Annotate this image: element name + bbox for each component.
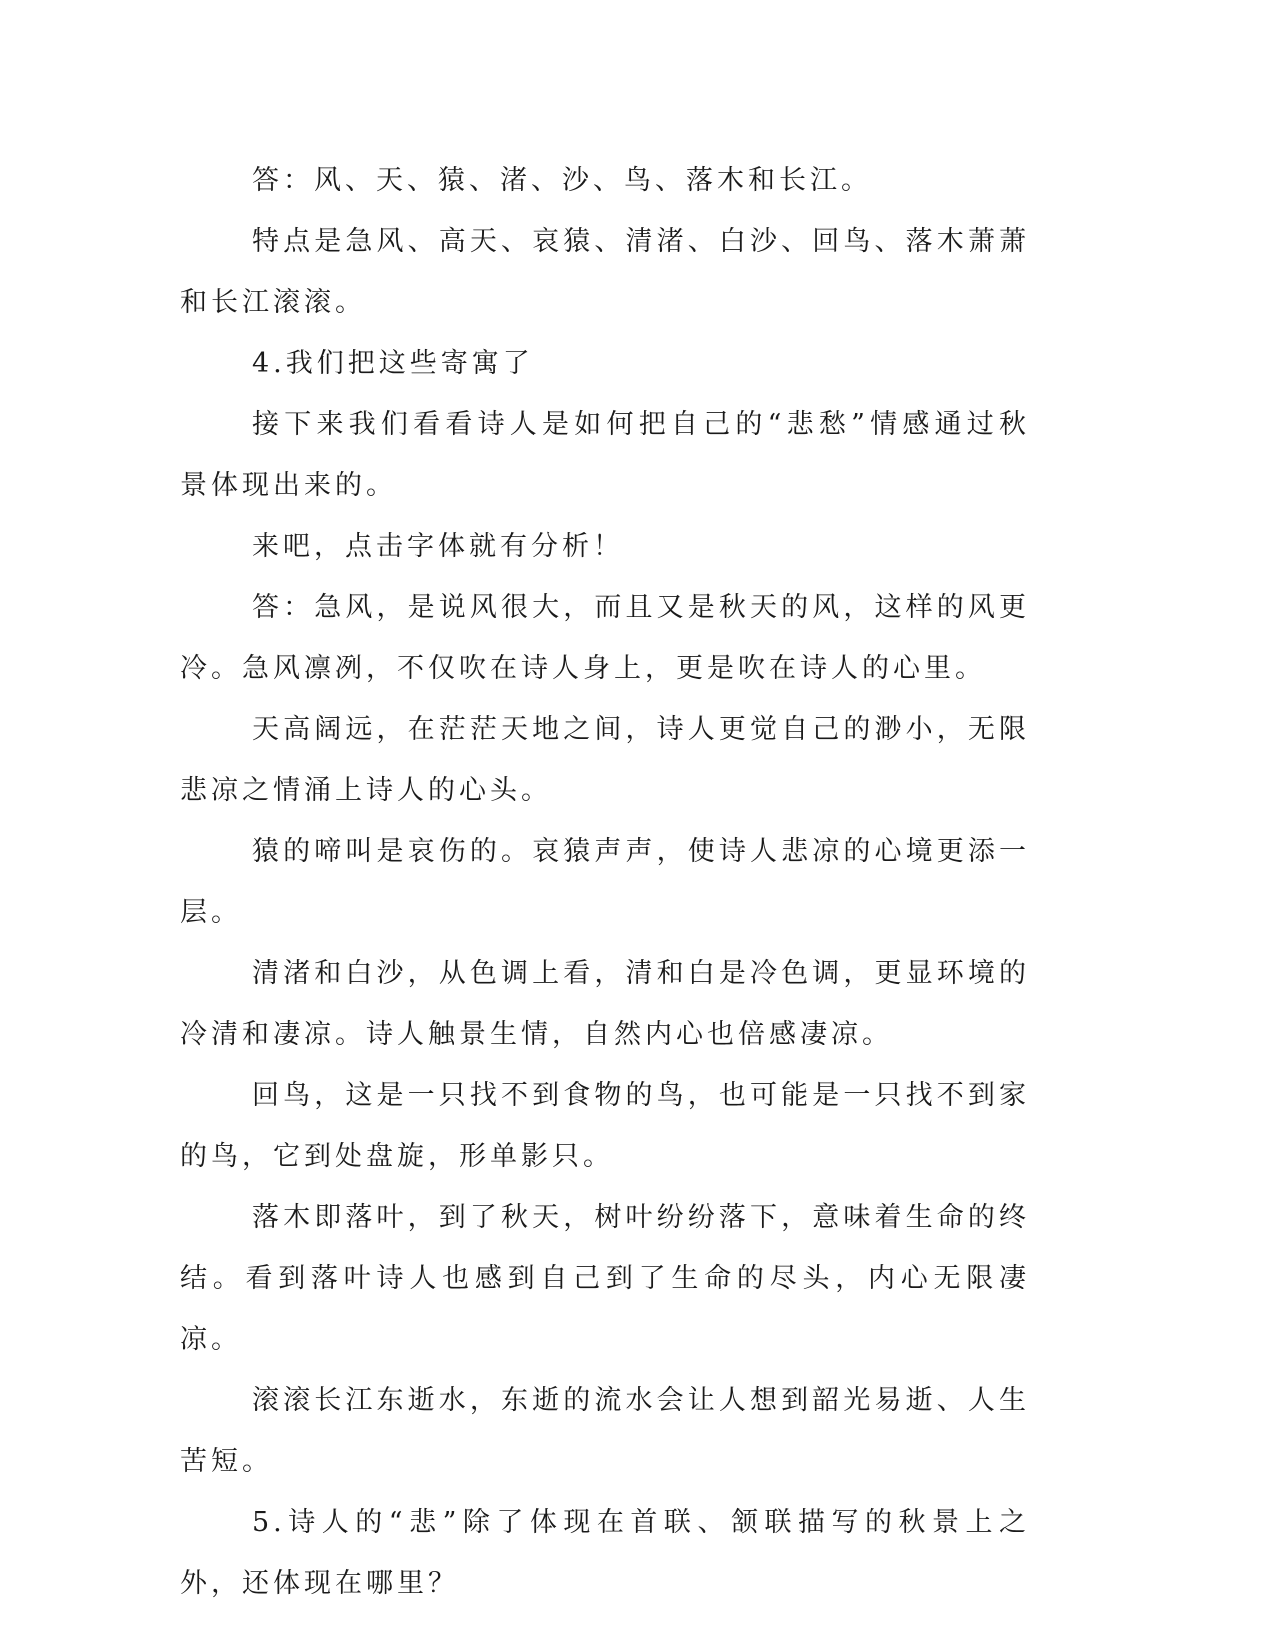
question-4: 4.我们把这些寄寓了 [252, 348, 534, 379]
analysis-sky: 天高阔远，在茫茫天地之间，诗人更觉自己的渺小，无限悲凉之情涌上诗人的心头。 [180, 714, 1030, 806]
analysis-falling-leaves: 落木即落叶，到了秋天，树叶纷纷落下，意味着生命的终结。看到落叶诗人也感到自己到了生命的尽头，内心无限凄凉。 [180, 1202, 1030, 1355]
click-prompt: 来吧，点击字体就有分析！ [252, 531, 624, 562]
analysis-bird: 回鸟，这是一只找不到食物的鸟，也可能是一只找不到家的鸟，它到处盘旋，形单影只。 [180, 1080, 1030, 1172]
document-page [180, 150, 1030, 1614]
scenery-features: 特点是急风、高天、哀猿、清渚、白沙、回鸟、落木萧萧和长江滚滚。 [180, 226, 1030, 318]
transition-text: 接下来我们看看诗人是如何把自己的“悲愁”情感通过秋景体现出来的。 [180, 409, 1030, 501]
question-5: 5.诗人的“悲”除了体现在首联、颔联描写的秋景上之外，还体现在哪里？ [180, 1507, 1030, 1599]
analysis-islet-sand: 清渚和白沙，从色调上看，清和白是冷色调，更显环境的冷清和凄凉。诗人触景生情，自然内心也倍感凄凉。 [180, 958, 1030, 1050]
analysis-ape: 猿的啼叫是哀伤的。哀猿声声，使诗人悲凉的心境更添一层。 [180, 836, 1030, 928]
analysis-wind: 答：急风，是说风很大，而且又是秋天的风，这样的风更冷。急风凛冽，不仅吹在诗人身上，更是吹在诗人的心里。 [180, 592, 1030, 684]
analysis-yangtze: 滚滚长江东逝水，东逝的流水会让人想到韶光易逝、人生苦短。 [180, 1385, 1030, 1477]
answer-scenery-list: 答：风、天、猿、渚、沙、鸟、落木和长江。 [252, 165, 872, 196]
